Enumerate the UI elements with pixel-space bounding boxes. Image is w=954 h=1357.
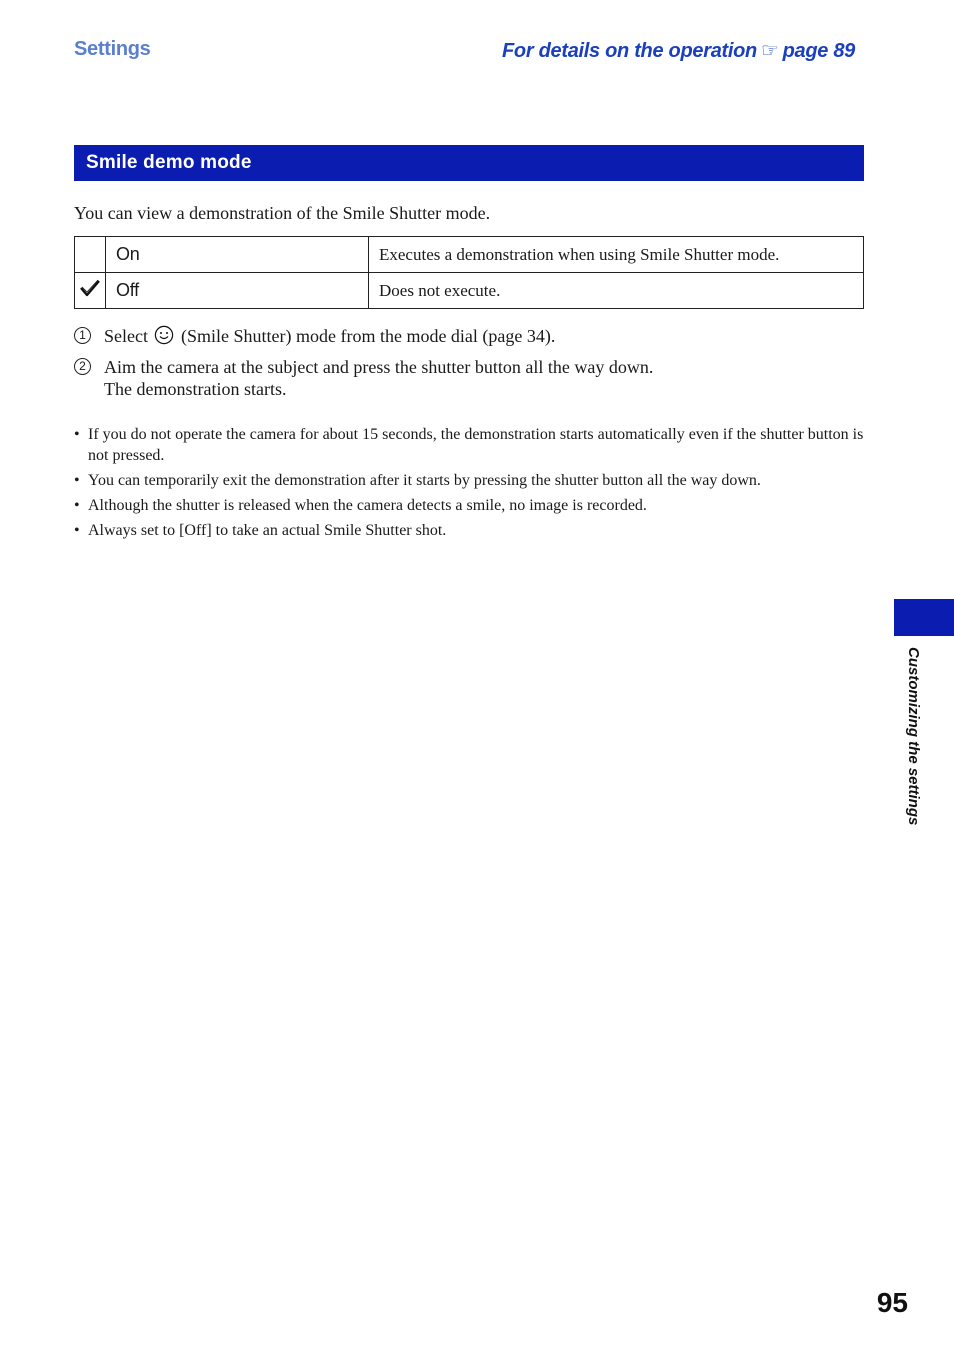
step-number: 2: [74, 358, 91, 375]
details-reference[interactable]: [502, 38, 855, 63]
step-result: The demonstration starts.: [104, 379, 287, 399]
step-text: Aim the camera at the subject and press the shutter button all the way down.: [104, 357, 654, 377]
details-prefix: For details on the operation: [502, 40, 757, 62]
step-text-before: Select: [104, 326, 148, 346]
list-item: • If you do not operate the camera for about 15 seconds, the demonstration starts automatically even if the shutter button is not pressed.: [74, 424, 874, 466]
list-item: • Although the shutter is released when the camera detects a smile, no image is recorded.: [74, 495, 874, 516]
pointer-hand-icon: ☞: [760, 40, 779, 62]
intro-text: You can view a demonstration of the Smile Shutter mode.: [74, 203, 491, 223]
list-item: • You can temporarily exit the demonstration after it starts by pressing the shutter button all the way down.: [74, 470, 874, 491]
table-row: [75, 273, 864, 309]
default-checkmark-icon: [79, 278, 101, 298]
step-1: [74, 325, 555, 347]
step-2: [74, 356, 653, 400]
options-table: [74, 236, 864, 309]
option-name: Off: [106, 273, 369, 309]
option-name: On: [106, 237, 369, 273]
smile-shutter-icon: [154, 325, 174, 345]
page-number: 95: [876, 1287, 908, 1318]
check-cell: [75, 273, 106, 309]
chapter-tab[interactable]: [894, 599, 954, 636]
details-page-link[interactable]: page 89: [782, 40, 855, 62]
section-title: Settings: [74, 38, 151, 60]
list-item: • Always set to [Off] to take an actual Smile Shutter shot.: [74, 520, 874, 541]
table-row: [75, 237, 864, 273]
check-cell: [75, 237, 106, 273]
step-number: 1: [74, 327, 91, 344]
step-text: [104, 325, 555, 347]
option-description: Does not execute.: [369, 273, 864, 309]
chapter-label: Customizing the settings: [905, 647, 922, 826]
step-text-after: (Smile Shutter) mode from the mode dial (page 34).: [180, 326, 556, 346]
option-description: Executes a demonstration when using Smile Shutter mode.: [369, 237, 864, 273]
smile-demo-mode-heading: Smile demo mode: [74, 145, 864, 181]
notes-list: [74, 424, 874, 545]
